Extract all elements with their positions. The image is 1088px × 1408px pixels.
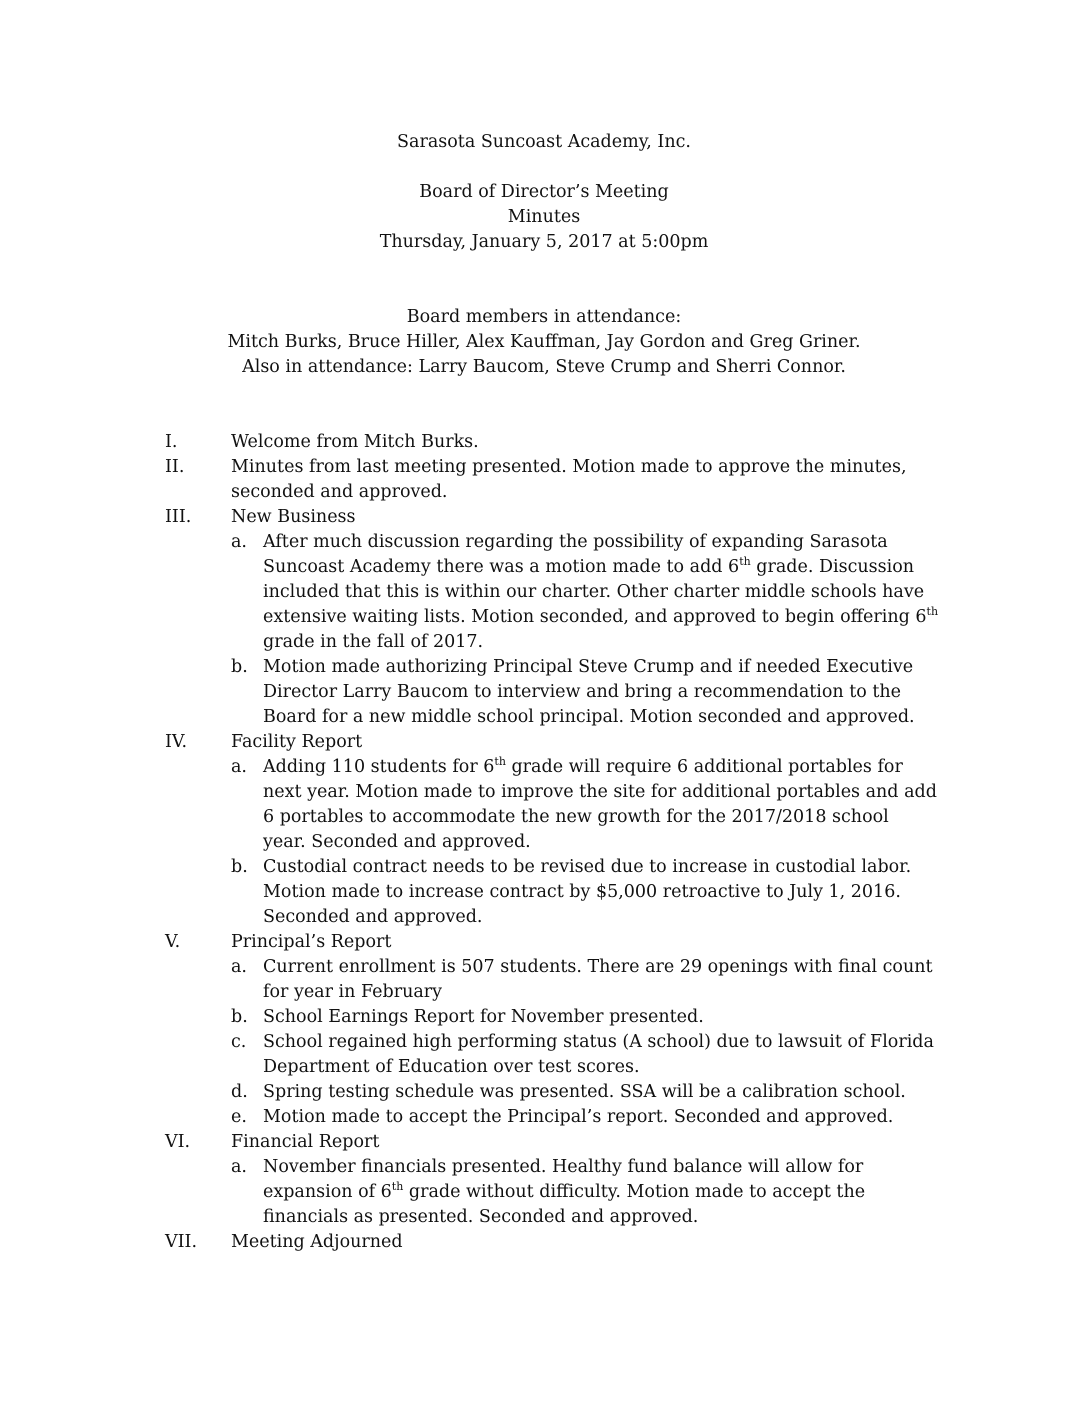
item-number: V. [165, 932, 181, 952]
text-line: included that this is within our charter. Other charter middle schools have [263, 582, 925, 602]
text-line: Custodial contract needs to be revised due to increase in custodial labor. [263, 857, 912, 877]
text-line: 6 portables to accommodate the new growth for the 2017/2018 school [263, 807, 889, 827]
subitem-principal-search [263, 655, 983, 730]
also-attending-list: Also in attendance: Larry Baucom, Steve Crump and Sherri Connor. [242, 357, 846, 377]
text-line: School Earnings Report for November presented. [263, 1007, 704, 1027]
text-line: Suncoast Academy there was a motion made to add 6th grade. Discussion [263, 555, 915, 577]
organization-name: Sarasota Suncoast Academy, Inc. [397, 132, 691, 152]
text-line: financials as presented. Seconded and approved. [263, 1207, 699, 1227]
item-welcome: Welcome from Mitch Burks. [231, 432, 479, 452]
text-line: for year in February [263, 982, 443, 1002]
text-line: Minutes from last meeting presented. Motion made to approve the minutes, [231, 457, 907, 477]
subitem-testing-schedule [263, 1080, 983, 1105]
text-line: Adding 110 students for 6th grade will require 6 additional portables for [263, 755, 903, 777]
item-principals-report: Principal’s Report [231, 932, 392, 952]
subitem-custodial-contract [263, 855, 983, 930]
text-line: Motion made to accept the Principal’s report. Seconded and approved. [263, 1107, 894, 1127]
item-number: II. [165, 457, 185, 477]
subitem-portables [263, 755, 983, 855]
text-line: Current enrollment is 507 students. There are 29 openings with final count [263, 957, 933, 977]
subitem-letter: a. [231, 532, 247, 552]
meeting-datetime: Thursday, January 5, 2017 at 5:00pm [379, 232, 709, 252]
item-number: I. [165, 432, 178, 452]
subitem-enrollment [263, 955, 983, 1005]
text-line: November financials presented. Healthy fund balance will allow for [263, 1157, 864, 1177]
text-line: next year. Motion made to improve the site for additional portables and add [263, 782, 937, 802]
text-line: Board for a new middle school principal. Motion seconded and approved. [263, 707, 915, 727]
text-line: Motion made authorizing Principal Steve Crump and if needed Executive [263, 657, 914, 677]
subitem-letter: e. [231, 1107, 247, 1127]
subitem-letter: d. [231, 1082, 248, 1102]
item-financial-report: Financial Report [231, 1132, 380, 1152]
subitem-letter: b. [231, 657, 248, 677]
item-minutes [231, 455, 971, 505]
subitem-letter: a. [231, 1157, 247, 1177]
text-line: year. Seconded and approved. [263, 832, 531, 852]
subitem-earnings-report [263, 1005, 983, 1030]
item-number: VI. [165, 1132, 191, 1152]
text-line: Spring testing schedule was presented. SSA will be a calibration school. [263, 1082, 906, 1102]
subitem-letter: c. [231, 1032, 247, 1052]
text-line: After much discussion regarding the possibility of expanding Sarasota [263, 532, 888, 552]
text-line: extensive waiting lists. Motion seconded, and approved to begin offering 6th [263, 605, 939, 627]
item-facility-report: Facility Report [231, 732, 363, 752]
text-line: Seconded and approved. [263, 907, 483, 927]
item-adjourned: Meeting Adjourned [231, 1232, 403, 1252]
text-line: seconded and approved. [231, 482, 448, 502]
text-line: expansion of 6th grade without difficulty. Motion made to accept the [263, 1180, 866, 1202]
item-number: III. [165, 507, 192, 527]
subitem-accept-report [263, 1105, 983, 1130]
subitem-expansion-6th-grade [263, 530, 983, 655]
meeting-title: Board of Director’s Meeting [419, 182, 669, 202]
subitem-letter: a. [231, 957, 247, 977]
text-line: School regained high performing status (A school) due to lawsuit of Florida [263, 1032, 934, 1052]
item-number: IV. [165, 732, 188, 752]
board-members-list: Mitch Burks, Bruce Hiller, Alex Kauffman, Jay Gordon and Greg Griner. [227, 332, 861, 352]
item-new-business: New Business [231, 507, 356, 527]
subitem-performing-status [263, 1030, 983, 1080]
subitem-letter: a. [231, 757, 247, 777]
subitem-letter: b. [231, 1007, 248, 1027]
text-line: Department of Education over test scores. [263, 1057, 640, 1077]
attendance-heading: Board members in attendance: [406, 307, 682, 327]
text-line: Director Larry Baucom to interview and bring a recommendation to the [263, 682, 902, 702]
text-line: Motion made to increase contract by $5,000 retroactive to July 1, 2016. [263, 882, 901, 902]
item-number: VII. [165, 1232, 198, 1252]
subitem-letter: b. [231, 857, 248, 877]
text-line: grade in the fall of 2017. [263, 632, 484, 652]
document-type: Minutes [507, 207, 581, 227]
subitem-november-financials [263, 1155, 983, 1230]
